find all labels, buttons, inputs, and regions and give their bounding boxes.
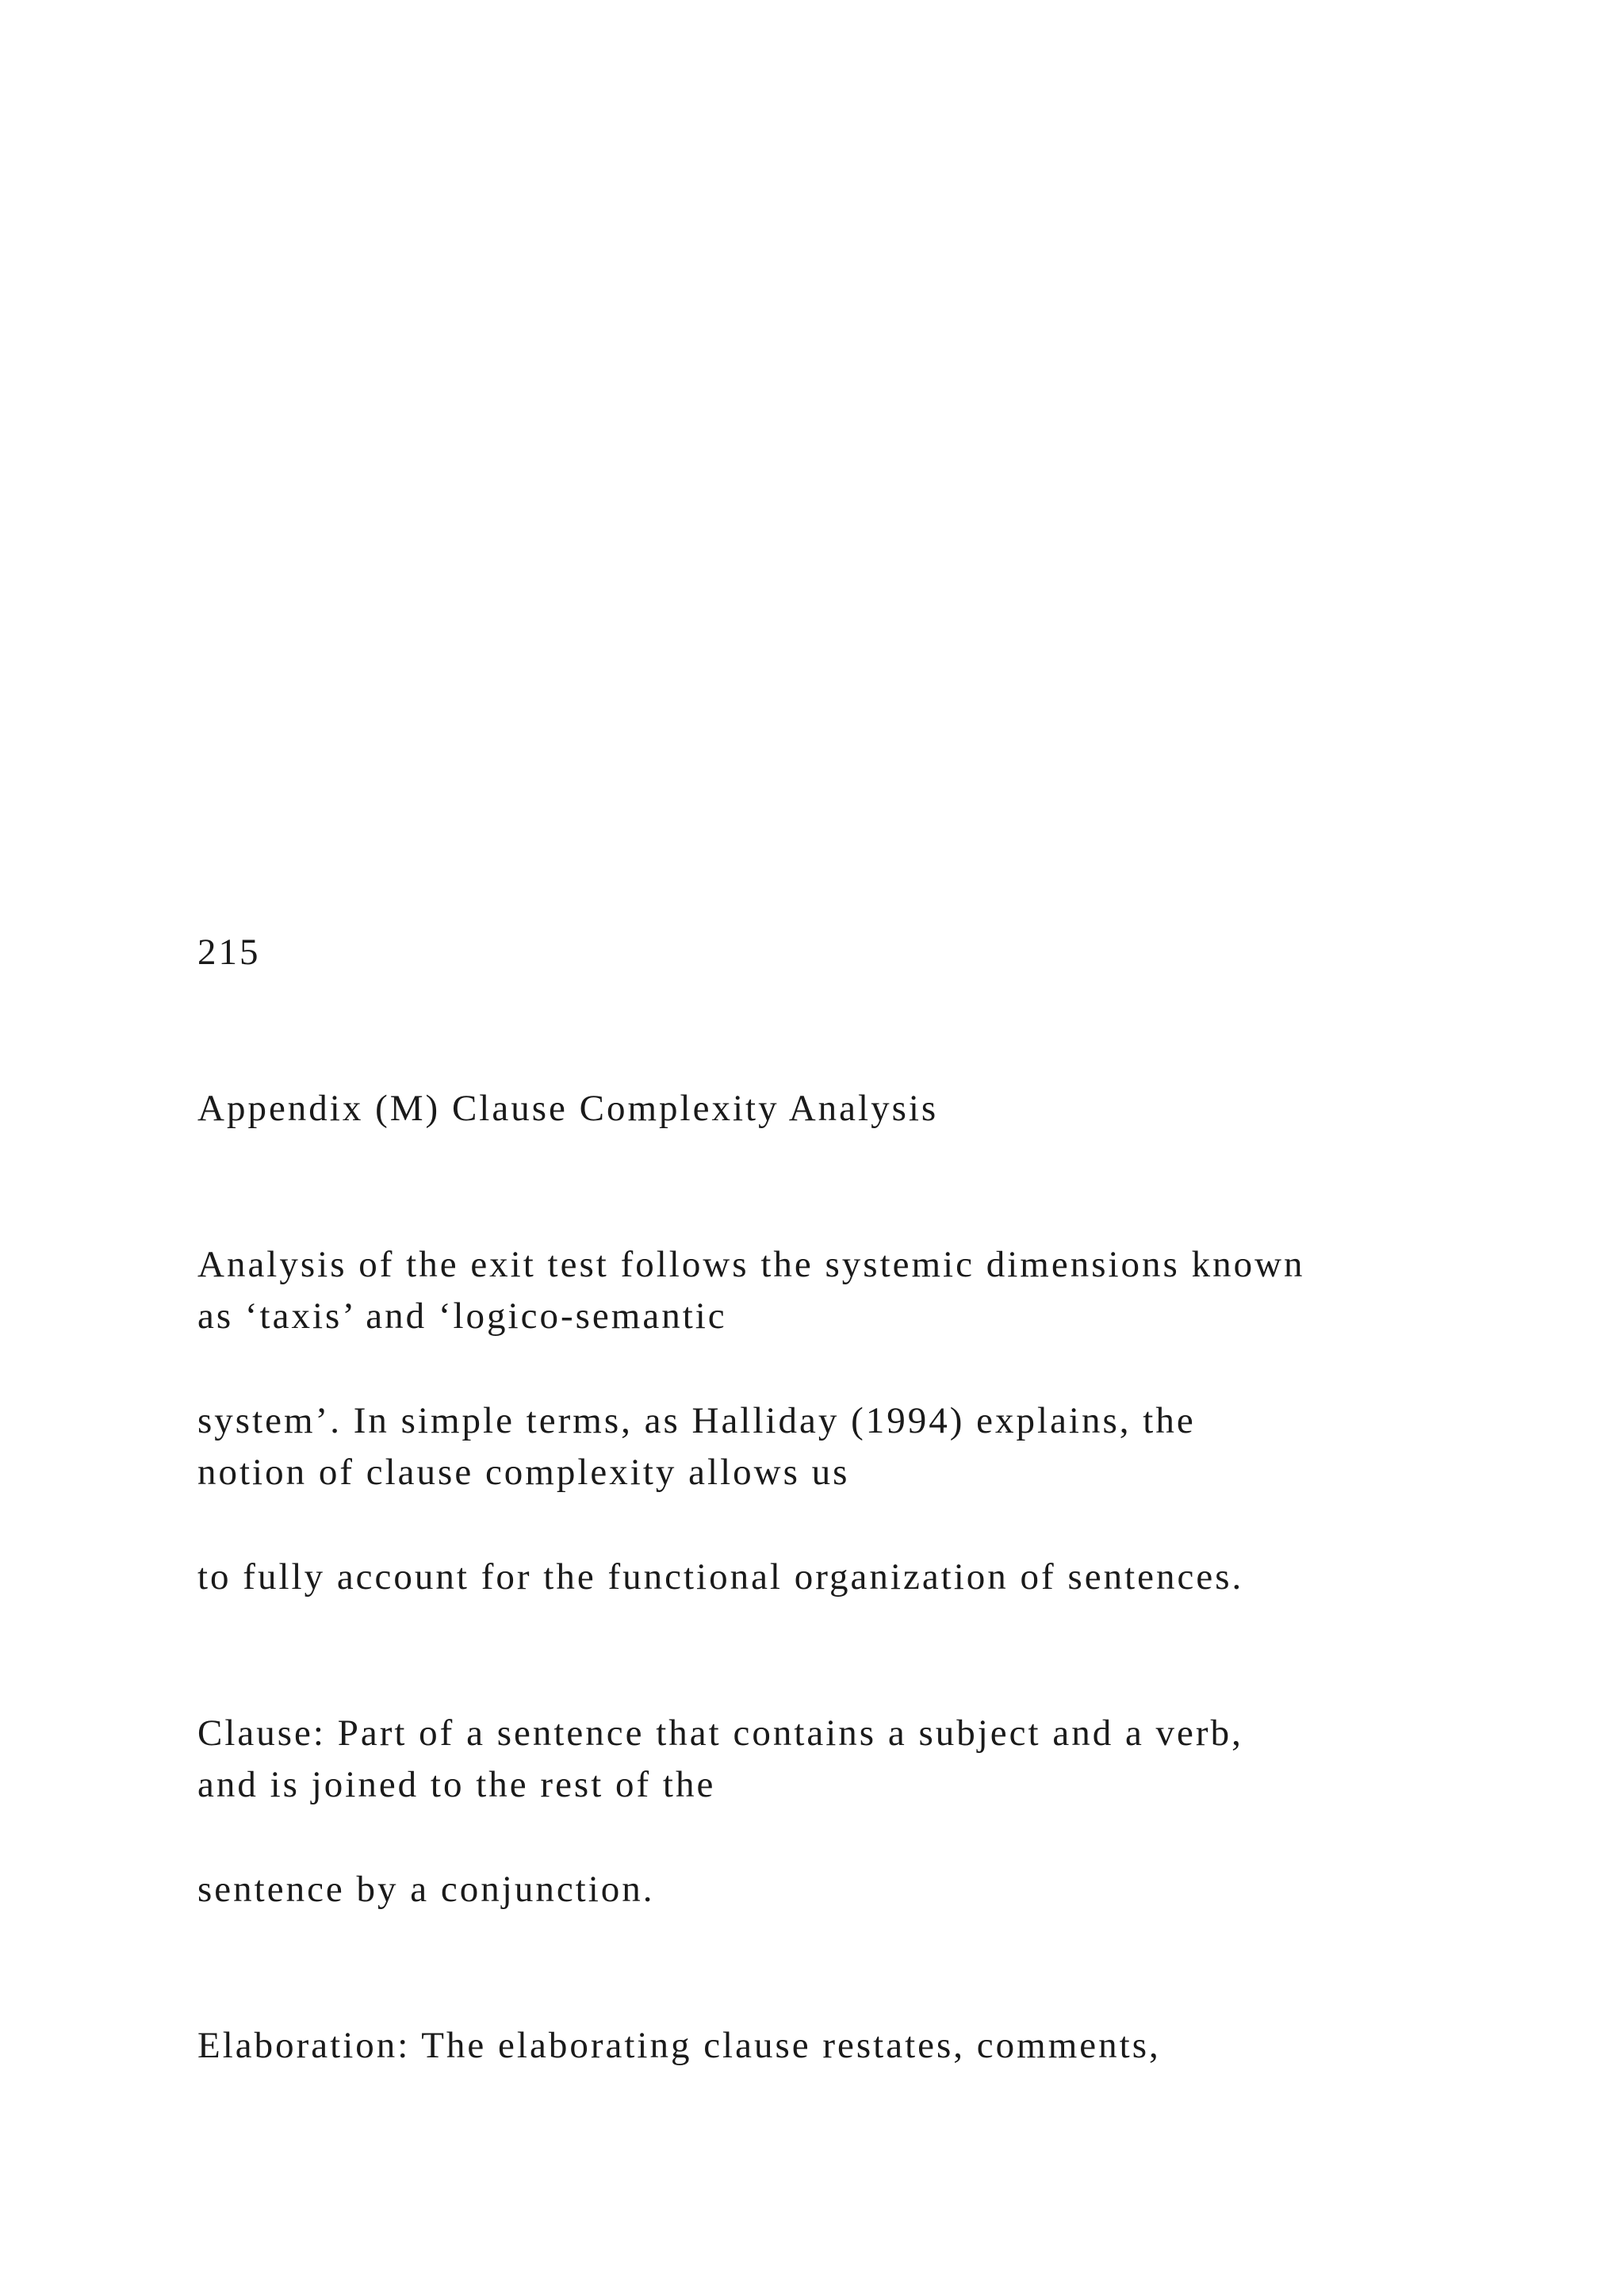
text-line: sentence by a conjunction.	[197, 1869, 655, 1910]
appendix-heading: Appendix (M) Clause Complexity Analysis	[197, 1088, 939, 1129]
page-number: 215	[197, 932, 261, 973]
text-line: system’. In simple terms, as Halliday (1994) explains, the	[197, 1400, 1196, 1441]
text-line: as ‘taxis’ and ‘logico-semantic	[197, 1295, 727, 1337]
text-line: to fully account for the functional organization of sentences.	[197, 1556, 1244, 1598]
text-line: notion of clause complexity allows us	[197, 1452, 850, 1493]
text-line: Clause: Part of a sentence that contains a subject and a verb,	[197, 1712, 1243, 1754]
text-line: and is joined to the rest of the	[197, 1764, 716, 1805]
text-line: Analysis of the exit test follows the systemic dimensions known	[197, 1244, 1305, 1285]
text-line: Elaboration: The elaborating clause restates, comments,	[197, 2025, 1161, 2066]
